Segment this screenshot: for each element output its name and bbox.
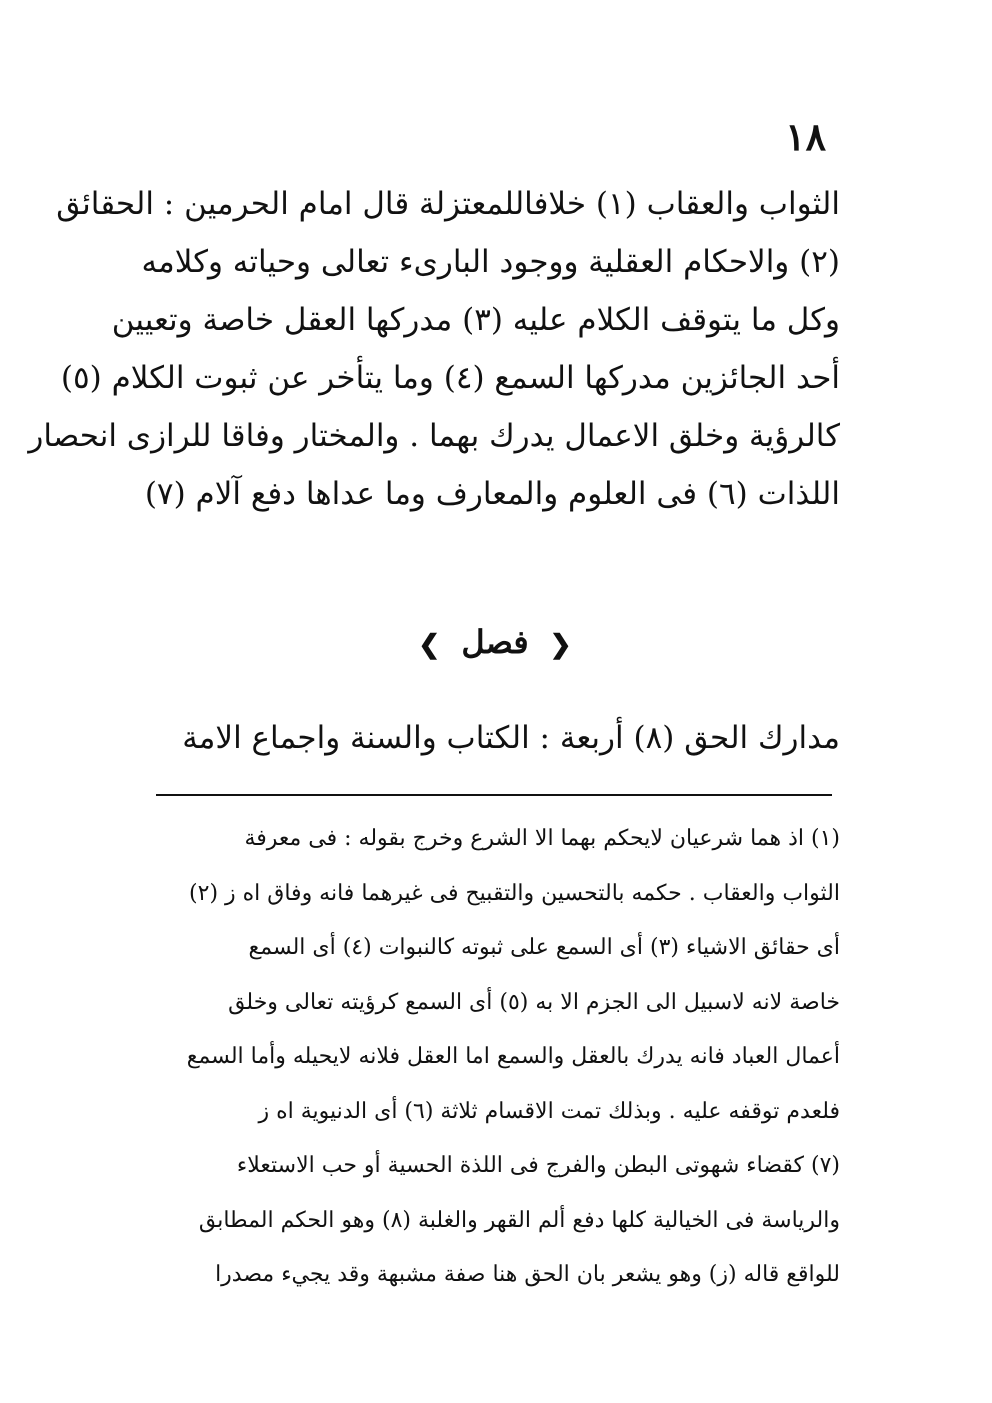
ornament-left: ❯ [418,630,441,660]
footnote-line: والرياسة فى الخيالية كلها دفع ألم القهر والغلبة (٨) وهو الحكم المطابق [198,1207,840,1233]
footnote-line: الثواب والعقاب . حكمه بالتحسين والتقبيح فى غيرهما فانه وفاق اه ز (٢) [189,880,840,906]
footnote-divider [156,794,832,796]
main-text-line: أحد الجائزين مدركها السمع (٤) وما يتأخر عن ثبوت الكلام (٥) [60,360,840,396]
ornament-right: ❮ [549,630,572,660]
footnotes-block [150,812,840,1303]
footnote-line: خاصة لانه لاسبيل الى الجزم الا به (٥) أى السمع كرؤيته تعالى وخلق [228,989,840,1015]
main-text-line: الثواب والعقاب (١) خلافاللمعتزلة قال امام الحرمين : الحقائق [56,186,840,222]
footnote-line: أى حقائق الاشياء (٣) أى السمع على ثبوته كالنبوات (٤) أى السمع [248,935,840,960]
section-first-line: مدارك الحق (٨) أربعة : الكتاب والسنة واجماع الامة [182,720,840,756]
footnote-line: للواقع قاله (ز) وهو يشعر بان الحق هنا صفة مشبهة وقد يجيء مصدرا [215,1262,840,1287]
footnote-line: فلعدم توقفه عليه . وبذلك تمت الاقسام ثلاثة (٦) أى الدنيوية اه ز [258,1098,840,1124]
footnote-line: (٧) كقضاء شهوتى البطن والفرج فى اللذة الحسية أو حب الاستعلاء [236,1153,840,1178]
footnote-line: أعمال العباد فانه يدرك بالعقل والسمع اما العقل فلانه لايحيله وأما السمع [186,1044,840,1069]
main-text-line: كالرؤية وخلق الاعمال يدرك بهما . والمختار وفاقا للرازى انحصار [28,418,840,454]
footnote-line: (١) اذ هما شرعيان لايحكم بهما الا الشرع وخرج بقوله : فى معرفة [244,826,840,851]
main-text-block [28,175,840,523]
main-text-line: اللذات (٦) فى العلوم والمعارف وما عداها دفع آلام (٧) [144,476,840,512]
main-text-line: (٢) والاحكام العقلية ووجود البارىء تعالى وحياته وكلامه [141,244,840,280]
main-text-line: وكل ما يتوقف الكلام عليه (٣) مدركها العقل خاصة وتعيين [111,302,840,338]
section-heading [150,622,840,665]
page-number: ١٨ [785,114,826,159]
section-title: فصل [461,623,529,661]
